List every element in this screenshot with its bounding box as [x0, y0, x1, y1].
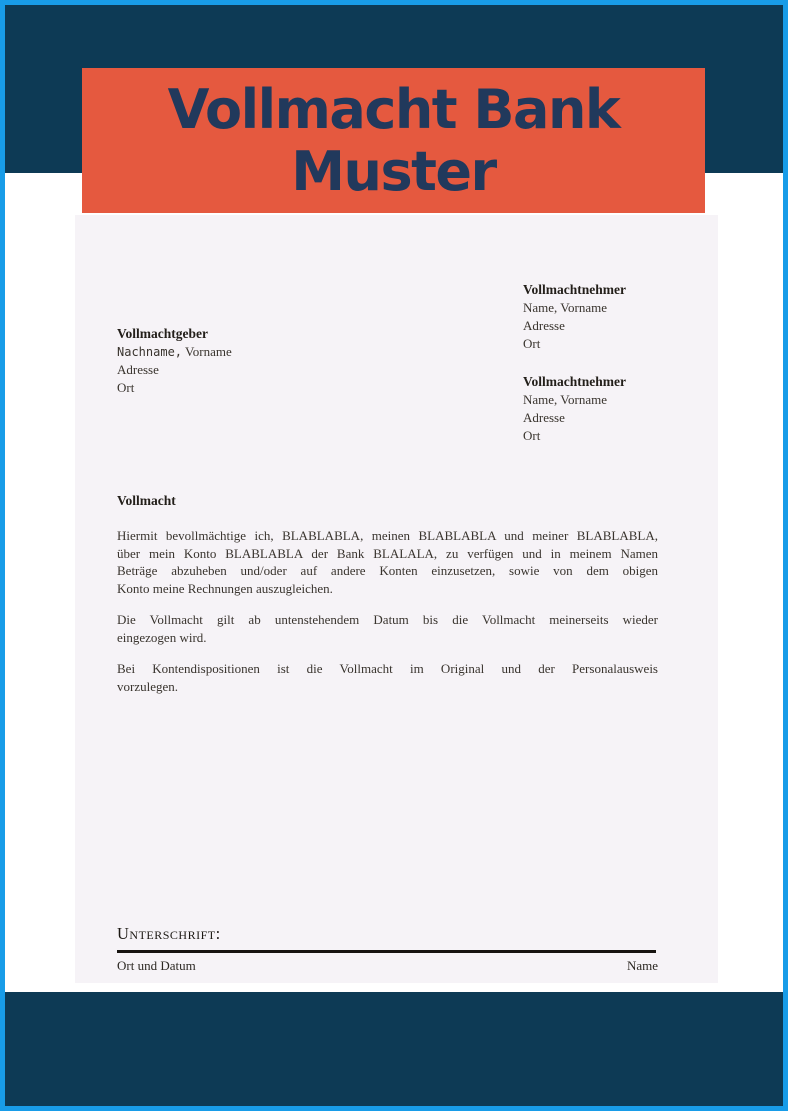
body-heading: Vollmacht: [117, 493, 176, 508]
paragraph-line: vorzulegen.: [117, 678, 179, 694]
page-title-line-2: Muster: [291, 139, 496, 203]
paragraph-2: [117, 611, 658, 646]
page-title-line-1: Vollmacht Bank: [167, 77, 620, 141]
signature-name-label: Name: [626, 958, 658, 973]
paragraph-line: Hiermit bevollmächtige ich, BLABLABLA, meinen BLABLABLA und meiner BLABLABLA,: [117, 528, 658, 543]
signature-label: Unterschrift:: [117, 924, 221, 943]
taker1-name-line: Name, Vorname: [523, 300, 607, 315]
giver-lastname: Nachname,: [117, 345, 183, 359]
paragraph-line: eingezogen wird.: [117, 629, 207, 645]
paragraph-line: Beträge abzuheben und/oder auf andere Konten einzusetzen, sowie von dem obigen: [117, 563, 658, 578]
paragraph-line: über mein Konto BLABLABLA der Bank BLALALA, zu verfügen und in meinem Namen: [117, 545, 658, 561]
letter-document: [75, 215, 718, 983]
taker1-address-line: Adresse: [523, 318, 565, 333]
paragraph-line: Bei Kontendispositionen ist die Vollmacht im Original und der Personalausweis: [117, 661, 658, 676]
giver-firstname: Vorname: [185, 344, 232, 359]
taker2-city-line: Ort: [523, 428, 541, 443]
signature-section: [117, 925, 658, 975]
giver-address-block: [117, 325, 232, 397]
taker-address-block-2: [523, 373, 626, 445]
taker1-city-line: Ort: [523, 336, 541, 351]
paragraph-3: [117, 660, 658, 695]
taker-address-block-1: [523, 281, 626, 353]
giver-address-line: Adresse: [117, 362, 159, 377]
title-banner: [82, 68, 705, 213]
taker2-address-line: Adresse: [523, 410, 565, 425]
taker2-heading: Vollmachtnehmer: [523, 374, 626, 389]
giver-heading: Vollmachtgeber: [117, 326, 208, 341]
paragraph-1: [117, 527, 658, 597]
giver-name-line: [117, 343, 232, 361]
signature-line: [117, 950, 656, 953]
taker1-heading: Vollmachtnehmer: [523, 282, 626, 297]
signature-caption-row: [117, 957, 658, 975]
paragraph-line: Konto meine Rechnungen auszugleichen.: [117, 580, 333, 596]
giver-city-line: Ort: [117, 380, 135, 395]
signature-place-date-label: Ort und Datum: [117, 958, 196, 973]
taker2-name-line: Name, Vorname: [523, 392, 607, 407]
letter-body: [117, 492, 658, 709]
paragraph-line: Die Vollmacht gilt ab untenstehendem Datum bis die Vollmacht meinerseits wieder: [117, 612, 658, 627]
bottom-navy-band: [5, 992, 783, 1106]
